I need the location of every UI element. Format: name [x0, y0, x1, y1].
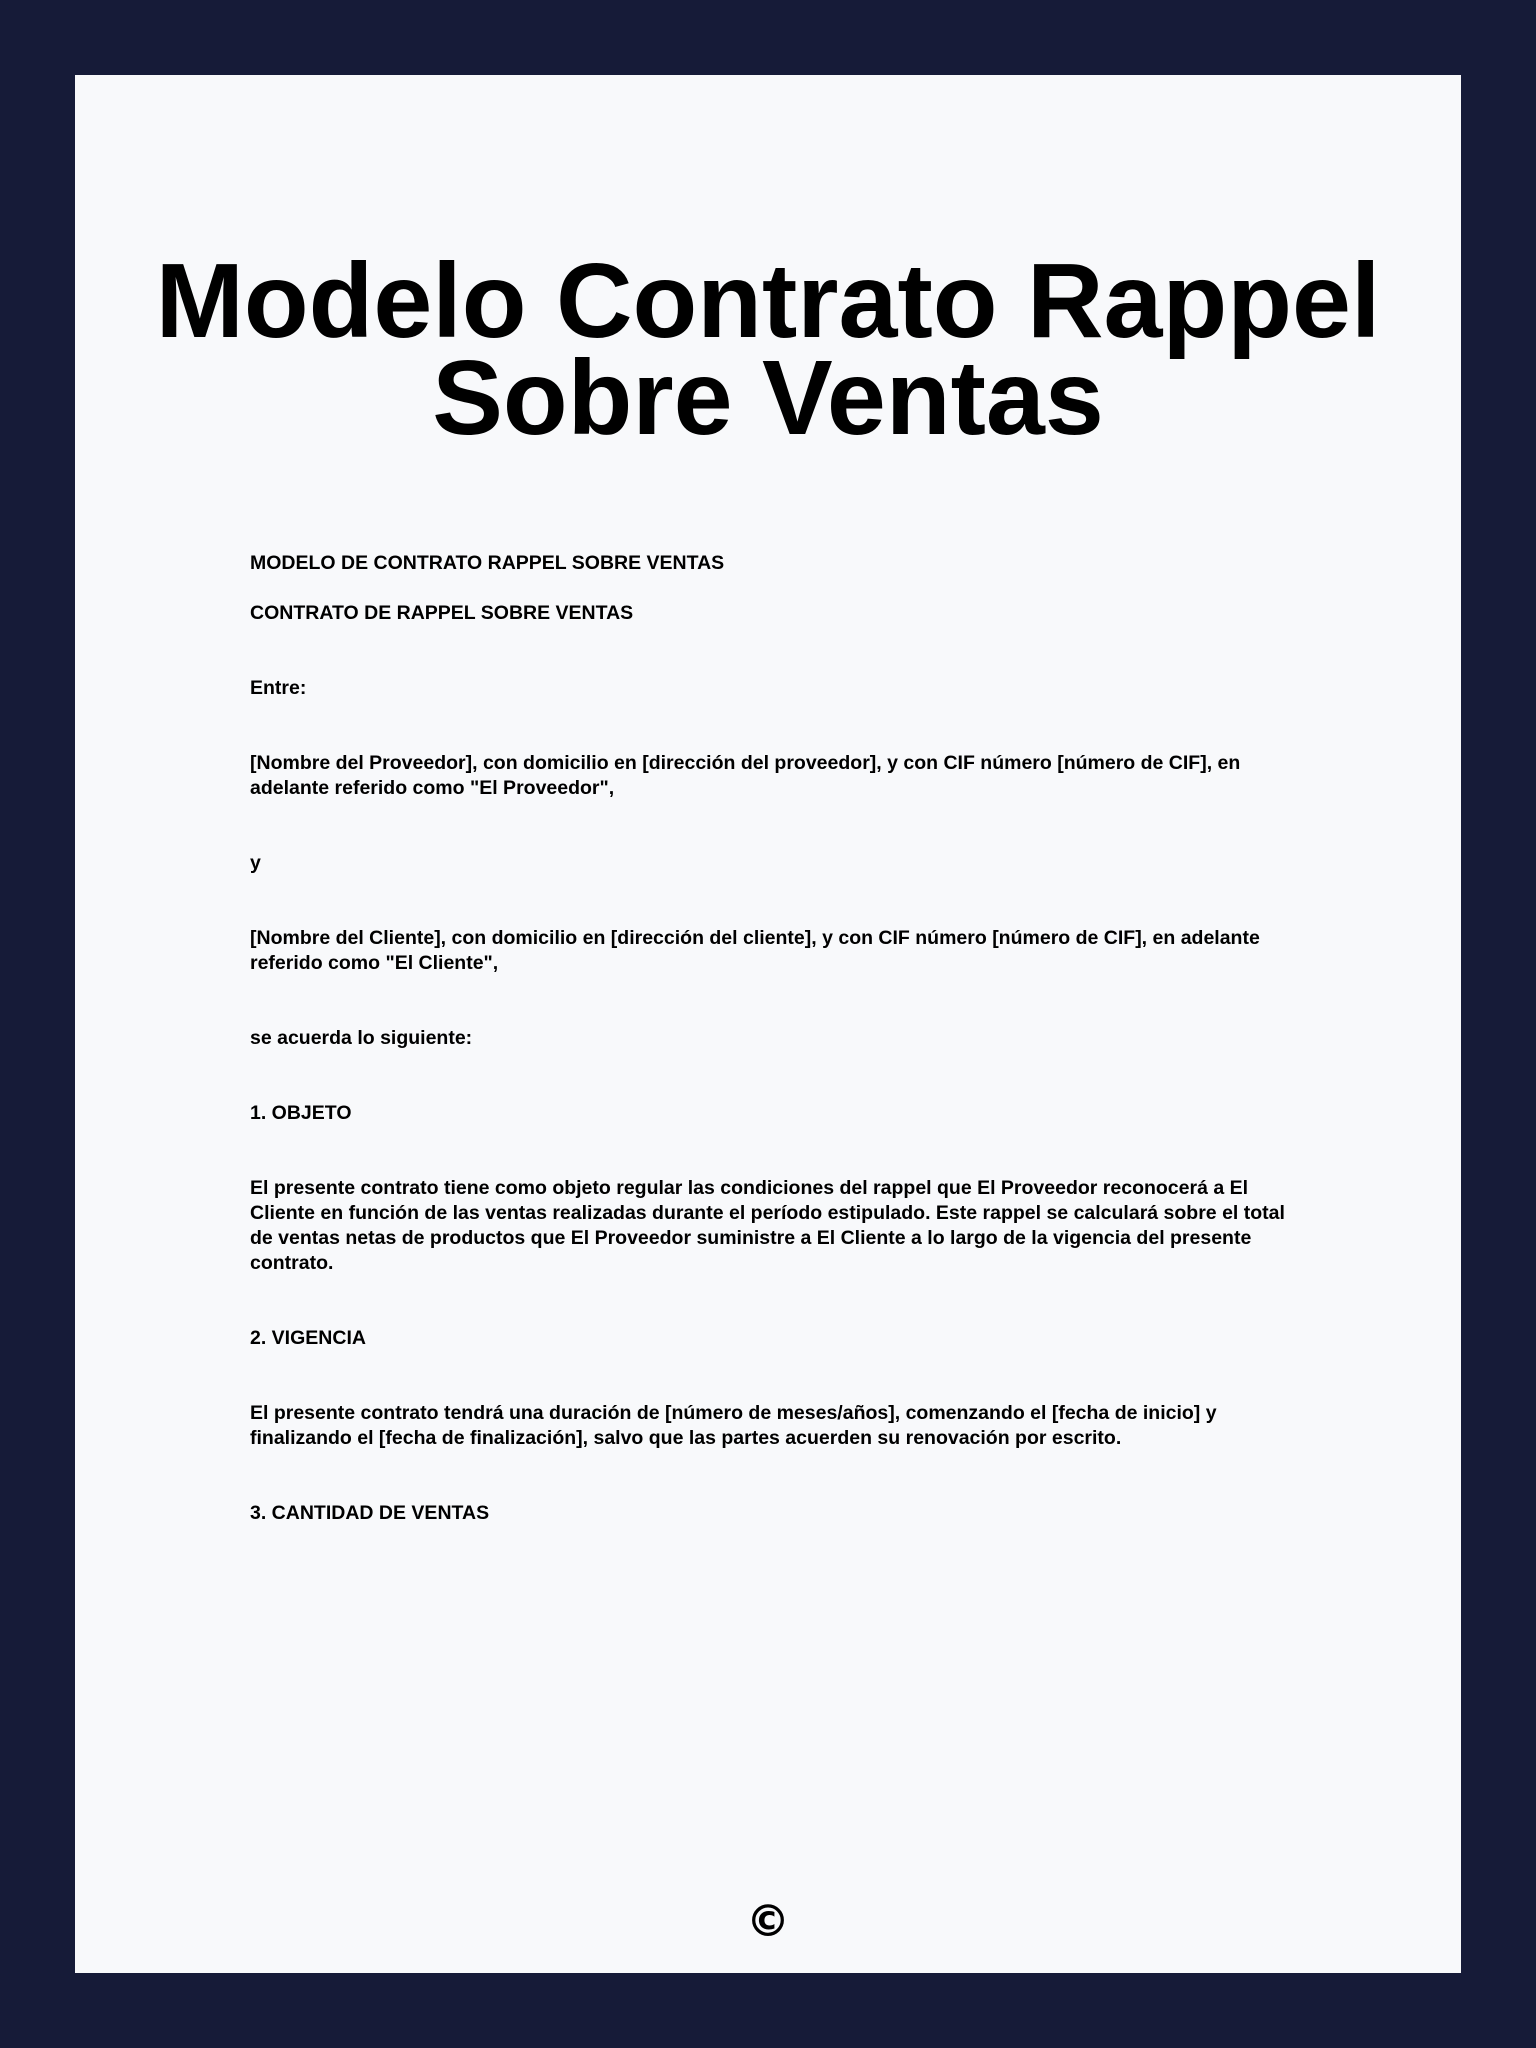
paragraph-objeto: El presente contrato tiene como objeto regular las condiciones del rappel que El Proveedor reconocerá a El Cliente en función de las ventas realizadas durante el período estipulado. Este rappel se calculará sobre el total de ventas netas de productos que El Proveedor suministre a El Cliente a lo largo de la vigencia del presente contrato.	[250, 1177, 1285, 1274]
title-line-1: Modelo Contrato Rappel	[155, 242, 1381, 360]
copyright-icon: ©	[746, 1896, 790, 1947]
paragraph-cliente: [Nombre del Cliente], con domicilio en [dirección del cliente], y con CIF número [número de CIF], en adelante referido como "El Cliente",	[250, 927, 1260, 974]
paragraph-acuerdo: se acuerda lo siguiente:	[250, 1027, 473, 1049]
paragraph-proveedor: [Nombre del Proveedor], con domicilio en [dirección del proveedor], y con CIF número [número de CIF], en adelante referido como "El Proveedor",	[250, 752, 1241, 799]
document-body	[250, 551, 1290, 1526]
heading-modelo-contrato: MODELO DE CONTRATO RAPPEL SOBRE VENTAS	[250, 552, 725, 574]
section-heading-vigencia: 2. VIGENCIA	[250, 1327, 366, 1349]
section-heading-cantidad-ventas: 3. CANTIDAD DE VENTAS	[250, 1502, 490, 1524]
paragraph-entre: Entre:	[250, 677, 307, 699]
heading-contrato: CONTRATO DE RAPPEL SOBRE VENTAS	[250, 602, 634, 624]
paragraph-y: y	[250, 852, 261, 874]
title-line-2: Sobre Ventas	[432, 339, 1104, 457]
section-heading-objeto: 1. OBJETO	[250, 1102, 352, 1124]
document-page	[75, 75, 1461, 1973]
document-title	[75, 242, 1461, 457]
paragraph-vigencia: El presente contrato tendrá una duración de [número de meses/años], comenzando el [fecha de inicio] y finalizando el [fecha de finalización], salvo que las partes acuerden su renovación por escrito.	[250, 1402, 1217, 1449]
